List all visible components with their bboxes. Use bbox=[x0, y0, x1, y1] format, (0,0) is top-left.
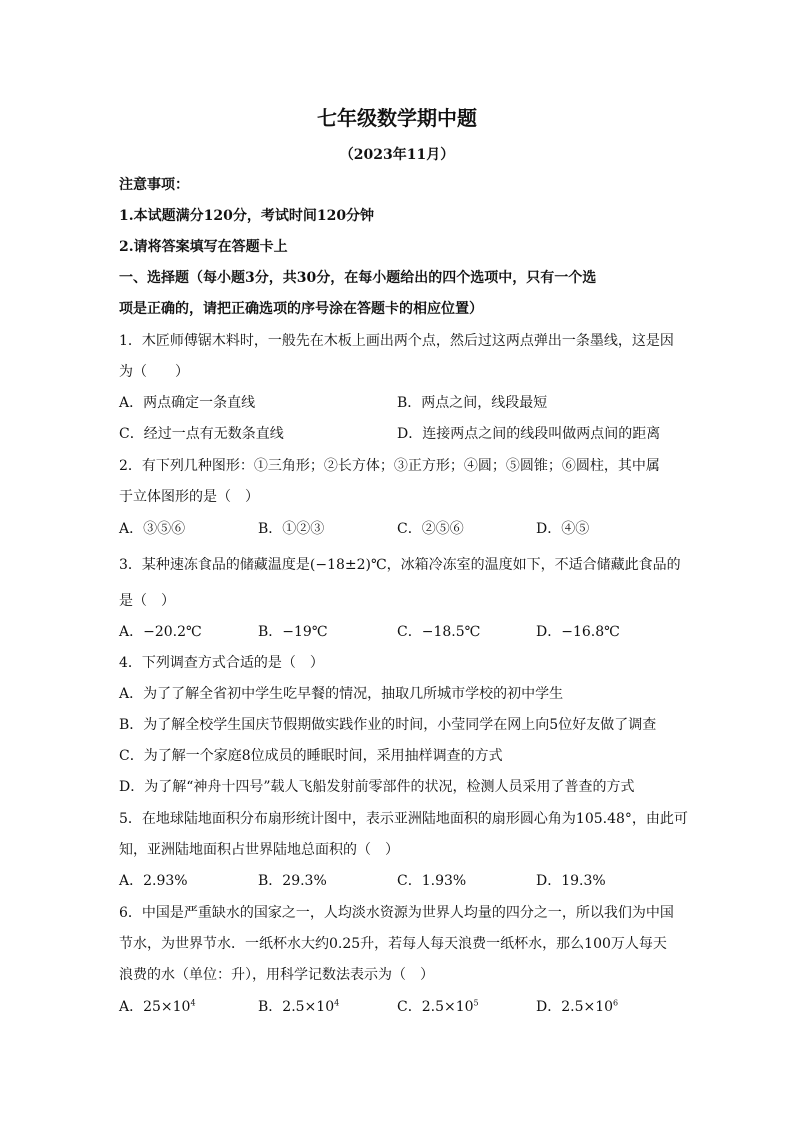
question-4-option-d: D．为了解“神舟十四号”载人飞船发射前零部件的状况，检测人员采用了普查的方式 bbox=[119, 779, 635, 795]
question-1-option-c: C．经过一点有无数条直线 bbox=[119, 426, 284, 442]
notice-item-1: 1.本试题满分120分，考试时间120分钟 bbox=[119, 208, 375, 224]
question-3-option-b: B．−19℃ bbox=[258, 624, 328, 640]
question-5-option-b: B．29.3% bbox=[258, 873, 327, 889]
question-5-line-2: 知，亚洲陆地面积占世界陆地总面积的（ ） bbox=[119, 842, 399, 858]
question-4-line-1: 4．下列调查方式合适的是（ ） bbox=[119, 655, 324, 671]
section-heading-line-2: 项是正确的，请把正确选项的序号涂在答题卡的相应位置） bbox=[119, 301, 483, 317]
question-6-line-3: 浪费的水（单位：升），用科学记数法表示为（ ） bbox=[119, 967, 434, 983]
question-2-option-b: B．①②③ bbox=[258, 521, 325, 537]
option-d-exponent: 6 bbox=[613, 998, 619, 1008]
question-1-option-b: B．两点之间，线段最短 bbox=[397, 395, 548, 411]
option-b-exponent: 4 bbox=[334, 998, 340, 1008]
question-1-option-a: A．两点确定一条直线 bbox=[119, 395, 256, 411]
question-1-line-2: 为（ ） bbox=[119, 364, 189, 380]
question-6-option-d bbox=[536, 997, 618, 1017]
question-2-option-a: A．③⑤⑥ bbox=[119, 521, 186, 537]
exam-date: （2023年11月） bbox=[339, 147, 455, 163]
option-b-base: B．2.5×10 bbox=[258, 999, 335, 1015]
option-a-exponent: 4 bbox=[190, 998, 196, 1008]
question-3-option-a: A．−20.2℃ bbox=[119, 624, 202, 640]
question-4-option-c: C．为了解一个家庭8位成员的睡眠时间，采用抽样调查的方式 bbox=[119, 748, 503, 764]
question-6-option-c bbox=[397, 997, 479, 1017]
question-5-option-d: D．19.3% bbox=[536, 873, 606, 889]
question-2-option-d: D．④⑤ bbox=[536, 521, 590, 537]
question-1-option-d: D．连接两点之间的线段叫做两点间的距离 bbox=[397, 426, 661, 442]
option-c-base: C．2.5×10 bbox=[397, 999, 474, 1015]
question-6-line-2: 节水，为世界节水．一纸杯水大约0.25升，若每人每天浪费一纸杯水，那么100万人每天 bbox=[119, 936, 667, 952]
question-5-option-a: A．2.93% bbox=[119, 873, 188, 889]
question-2-line-1: 2．有下列几种图形：①三角形；②长方体；③正方形；④圆；⑤圆锥；⑥圆柱，其中属 bbox=[119, 458, 660, 474]
question-3-option-d: D．−16.8℃ bbox=[536, 624, 620, 640]
page-title: 七年级数学期中题 bbox=[317, 106, 477, 130]
notice-heading: 注意事项： bbox=[119, 177, 189, 193]
question-4-option-a: A．为了了解全省初中学生吃早餐的情况，抽取几所城市学校的初中学生 bbox=[119, 686, 564, 702]
notice-item-2: 2.请将答案填写在答题卡上 bbox=[119, 239, 288, 255]
question-4-option-b: B．为了解全校学生国庆节假期做实践作业的时间，小莹同学在网上向5位好友做了调查 bbox=[119, 717, 657, 733]
question-6-line-1: 6．中国是严重缺水的国家之一，人均淡水资源为世界人均量的四分之一，所以我们为中国 bbox=[119, 905, 674, 921]
question-5-option-c: C．1.93% bbox=[397, 873, 467, 889]
option-a-base: A．25×10 bbox=[119, 999, 191, 1015]
question-3-line-2: 是（ ） bbox=[119, 593, 175, 609]
question-6-option-b bbox=[258, 997, 339, 1017]
question-3-option-c: C．−18.5℃ bbox=[397, 624, 481, 640]
question-6-option-a bbox=[119, 997, 196, 1017]
option-d-base: D．2.5×10 bbox=[536, 999, 614, 1015]
question-2-line-2: 于立体图形的是（ ） bbox=[119, 489, 259, 505]
question-5-line-1: 5．在地球陆地面积分布扇形统计图中，表示亚洲陆地面积的扇形圆心角为105.48°，由此可 bbox=[119, 811, 688, 827]
section-heading-line-1: 一、选择题（每小题3分，共30分，在每小题给出的四个选项中，只有一个选 bbox=[119, 270, 597, 286]
option-c-exponent: 5 bbox=[473, 998, 479, 1008]
question-3-line-1: 3．某种速冻食品的储藏温度是(−18±2)℃，冰箱冷冻室的温度如下，不适合储藏此食品的 bbox=[119, 557, 681, 573]
question-1-line-1: 1．木匠师傅锯木料时，一般先在木板上画出两个点，然后过这两点弹出一条墨线，这是因 bbox=[119, 333, 674, 349]
question-2-option-c: C．②⑤⑥ bbox=[397, 521, 464, 537]
